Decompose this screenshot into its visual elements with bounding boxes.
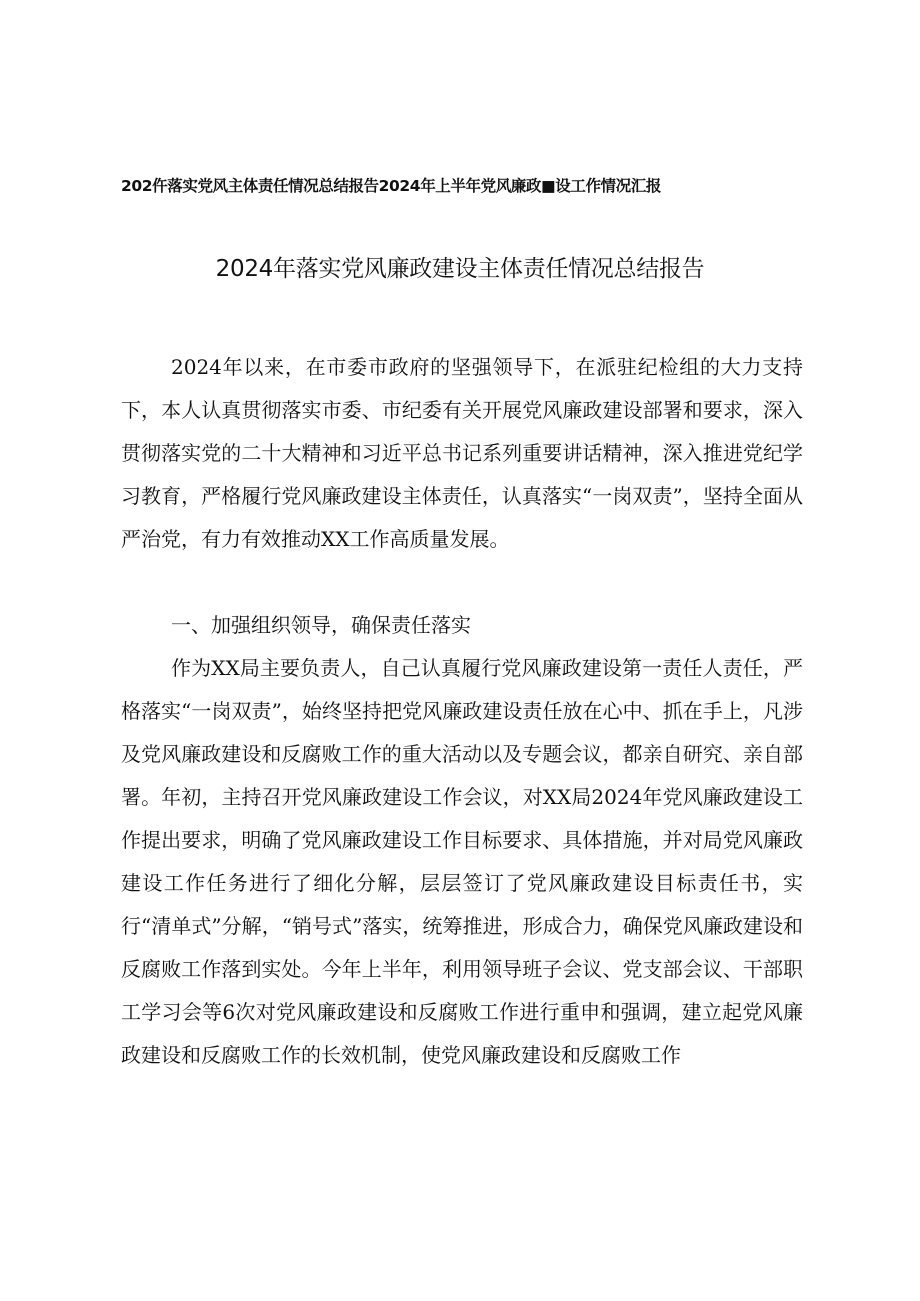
section-heading — [121, 604, 803, 647]
section-body-text: 作为XX局主要负责人，自己认真履行党风廉政建设第一责任人责任，严格落实“一岗双责”，始终坚持把党风廉政建设责任放在心中、抓在手上，凡涉及党风廉政建设和反腐败工作的重大活动以及专题会议，都亲自研究、亲自部署。年初，主持召开党风廉政建设工作会议，对XX局2024年党风廉政建设工作提出要求，明确了党风廉政建设工作目标要求、具体措施，并对局党风廉政建设工作任务进行了细化分解，层层签订了党风廉政建设目标责任书，实行“清单式”分解，“销号式”落实，统筹推进，形成合力，确保党风廉政建设和反腐败工作落到实处。今年上半年，利用领导班子会议、党支部会议、干部职工学习会等6次对党风廉政建设和反腐败工作进行重申和强调，建立起党风廉政建设和反腐败工作的长效机制，使党风廉政建设和反腐败工作 — [121, 656, 803, 1067]
intro-paragraph — [121, 346, 803, 561]
document-header: 202仵落实党风主体责任情况总结报告2024年上半年党风廉政■设工作情况汇报 — [121, 177, 661, 195]
section-heading-text: 一、加强组织领导，确保责任落实 — [171, 613, 471, 637]
document-title: 2024年落实党风廉政建设主体责任情况总结报告 — [215, 256, 705, 282]
intro-paragraph-text: 2024年以来，在市委市政府的坚强领导下，在派驻纪检组的大力支持下，本人认真贯彻落实市委、市纪委有关开展党风廉政建设部署和要求，深入贯彻落实党的二十大精神和习近平总书记系列重要讲话精神，深入推进党纪学习教育，严格履行党风廉政建设主体责任，认真落实“一岗双责”，坚持全面从严治党，有力有效推动XX工作高质量发展。 — [121, 355, 803, 551]
section-body-paragraph — [121, 647, 803, 1077]
